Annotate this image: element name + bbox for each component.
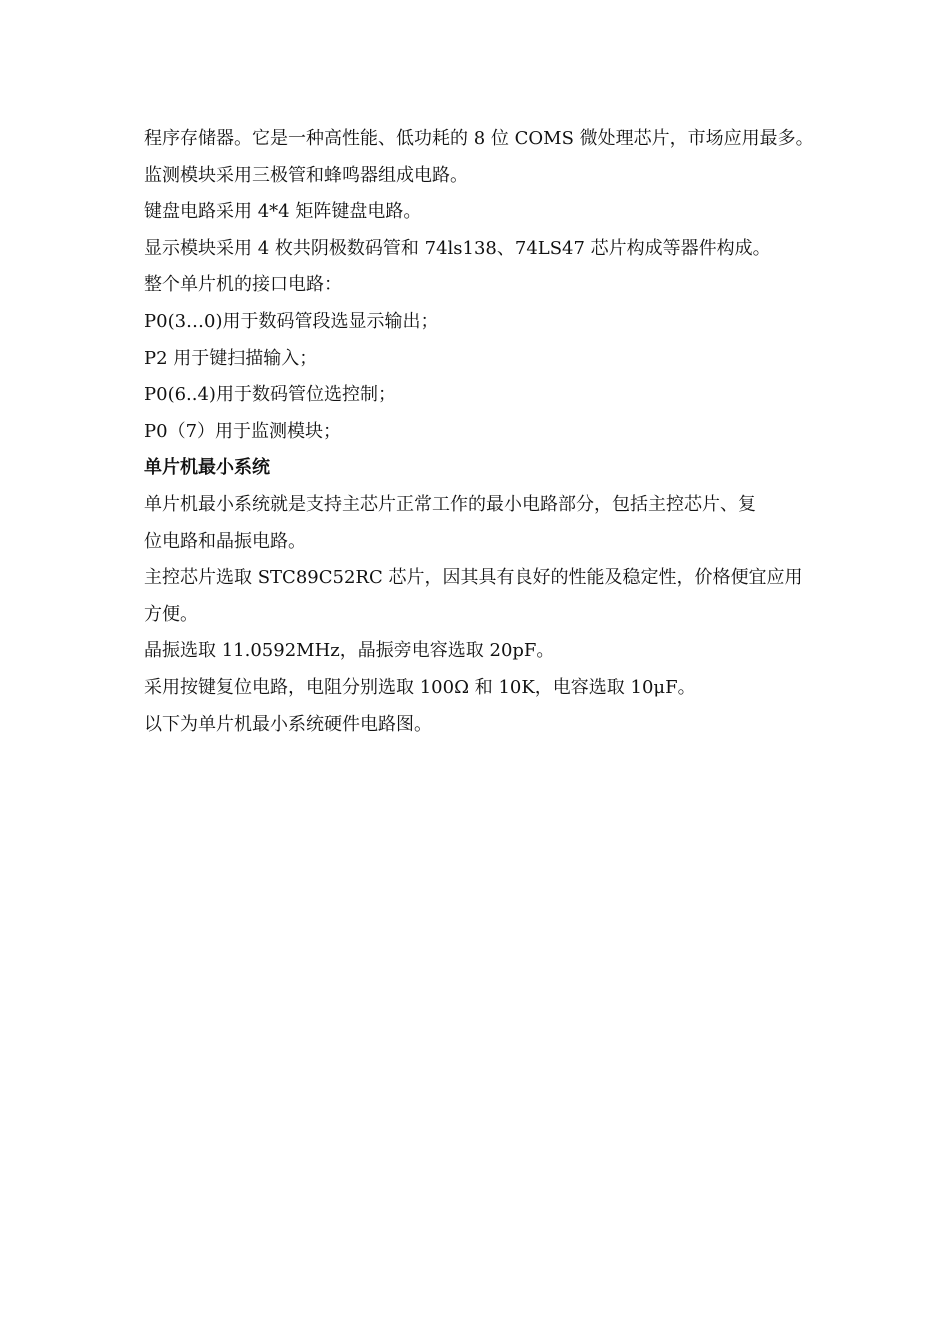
text-line: P0(6..4)用于数码管位选控制；	[144, 384, 396, 406]
text-line: 方便。	[144, 603, 198, 625]
text-line: P0（7）用于监测模块；	[144, 420, 342, 442]
section-heading: 单片机最小系统	[144, 457, 270, 479]
text-line: 主控芯片选取 STC89C52RC 芯片，因其具有良好的性能及稳定性，价格便宜应用	[144, 567, 803, 589]
text-line: 整个单片机的接口电路：	[144, 274, 342, 296]
text-line: 采用按键复位电路，电阻分别选取 100Ω 和 10K，电容选取 10μF。	[144, 676, 696, 698]
text-line: 程序存储器。它是一种高性能、低功耗的 8 位 COMS 微处理芯片，市场应用最多。	[144, 128, 814, 149]
text-line: 晶振选取 11.0592MHz，晶振旁电容选取 20pF。	[144, 640, 555, 662]
text-line: 键盘电路采用 4*4 矩阵键盘电路。	[144, 201, 422, 223]
text-line: 以下为单片机最小系统硬件电路图。	[144, 713, 432, 735]
text-line: P2 用于键扫描输入；	[144, 347, 318, 369]
text-line: P0(3…0)用于数码管段选显示输出；	[144, 310, 439, 332]
text-line: 单片机最小系统就是支持主芯片正常工作的最小电路部分，包括主控芯片、复	[144, 493, 756, 515]
text-line: 显示模块采用 4 枚共阴极数码管和 74ls138、74LS47 芯片构成等器件构成。	[144, 237, 771, 259]
document-body	[144, 121, 824, 743]
text-line: 监测模块采用三极管和蜂鸣器组成电路。	[144, 164, 468, 186]
text-line: 位电路和晶振电路。	[144, 530, 306, 552]
